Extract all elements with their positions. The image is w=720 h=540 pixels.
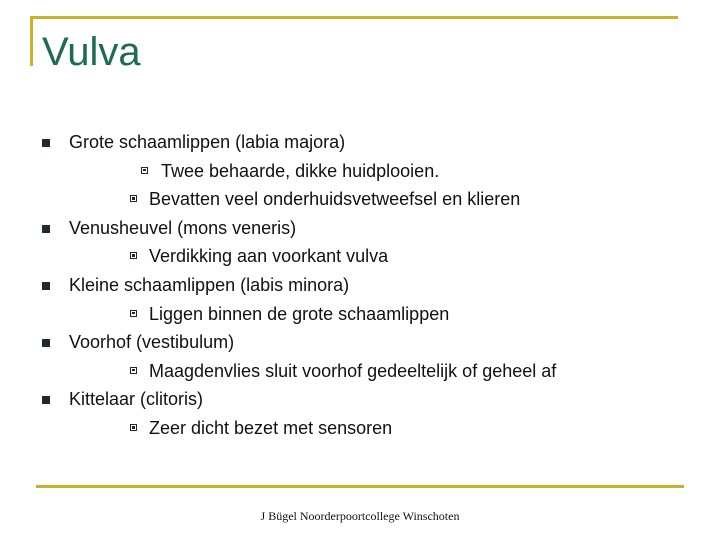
- filled-square-bullet-icon: [42, 225, 50, 233]
- list-item-level1: [0, 328, 720, 357]
- list-item-text: Bevatten veel onderhuidsvetweefsel en klieren: [149, 189, 521, 210]
- filled-square-bullet-icon: [42, 282, 50, 290]
- boxed-square-bullet-icon: [130, 310, 137, 317]
- list-item-text: Kittelaar (clitoris): [69, 389, 204, 410]
- title-frame-left-line: [30, 16, 33, 66]
- list-item-level1: [0, 214, 720, 243]
- slide-footer: J Bügel Noorderpoortcollege Winschoten: [260, 509, 460, 523]
- footer-divider: [36, 485, 684, 488]
- list-item-level1: [0, 128, 720, 157]
- list-item-text: Voorhof (vestibulum): [69, 332, 235, 353]
- list-item-level1: [0, 271, 720, 300]
- boxed-square-bullet-icon: [130, 367, 137, 374]
- list-item-level2: [0, 414, 720, 443]
- list-item-level2: [0, 185, 720, 214]
- list-item-level2: [0, 242, 720, 271]
- list-item-text: Liggen binnen de grote schaamlippen: [149, 303, 450, 324]
- bullet-list: [0, 128, 720, 443]
- filled-square-bullet-icon: [42, 139, 50, 147]
- list-item-level2: [0, 157, 720, 186]
- filled-square-bullet-icon: [42, 396, 50, 404]
- filled-square-bullet-icon: [42, 339, 50, 347]
- list-item-level2: [0, 357, 720, 386]
- boxed-square-bullet-icon: [141, 167, 148, 174]
- list-item-text: Twee behaarde, dikke huidplooien.: [161, 160, 440, 181]
- list-item-text: Zeer dicht bezet met sensoren: [149, 417, 393, 438]
- list-item-level2: [0, 300, 720, 329]
- title-frame-top-line: [30, 16, 678, 19]
- boxed-square-bullet-icon: [130, 252, 137, 259]
- list-item-text: Maagdenvlies sluit voorhof gedeeltelijk of geheel af: [149, 360, 557, 381]
- list-item-text: Verdikking aan voorkant vulva: [149, 246, 389, 267]
- slide-title: Vulva: [42, 30, 141, 74]
- list-item-level1: [0, 385, 720, 414]
- boxed-square-bullet-icon: [130, 424, 137, 431]
- list-item-text: Kleine schaamlippen (labis minora): [69, 274, 350, 295]
- list-item-text: Venusheuvel (mons veneris): [69, 217, 297, 238]
- boxed-square-bullet-icon: [130, 195, 137, 202]
- list-item-text: Grote schaamlippen (labia majora): [69, 132, 346, 152]
